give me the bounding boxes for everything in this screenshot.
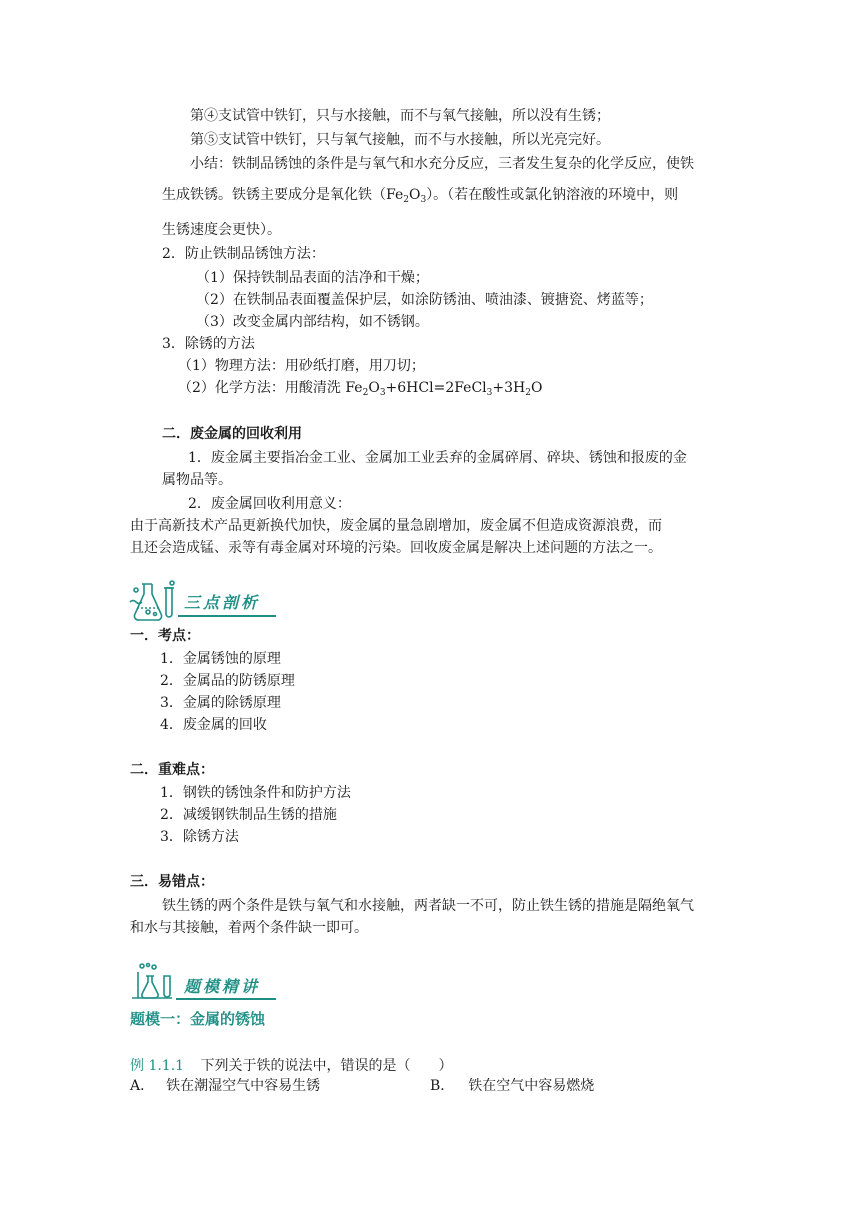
example-text: 下列关于铁的说法中，错误的是（ ）: [200, 1058, 453, 1074]
list-item: （1）物理方法：用砂纸打磨，用刀切；: [178, 358, 425, 374]
section-underline: [178, 615, 276, 617]
errorpoints-heading: 三．易错点：: [130, 874, 214, 890]
text-line: 和水与其接触，着两个条件缺一即可。: [130, 920, 368, 936]
text-line: 生锈速度会更快）。: [162, 222, 281, 238]
text-line: 且还会造成锰、汞等有毒金属对环境的污染。回收废金属是解决上述问题的方法之一。: [130, 540, 662, 556]
lab-flask-icon: [128, 578, 182, 626]
list-item: 2．减缓钢铁制品生锈的措施: [160, 807, 337, 823]
prevent-heading: 2．防止铁制品锈蚀方法：: [162, 246, 325, 262]
hardpoints-heading: 二．重难点：: [130, 762, 214, 778]
text-line: 1．废金属主要指冶金工业、金属加工业丢弃的金属碎屑、碎块、锈蚀和报废的金: [188, 450, 687, 466]
example-question: [130, 1056, 453, 1076]
remove-heading: 3．除锈的方法: [162, 336, 255, 352]
list-item: 4．废金属的回收: [160, 717, 267, 733]
recycle-heading: 二．废金属的回收利用: [162, 426, 302, 442]
option-b: B． 铁在空气中容易燃烧: [430, 1078, 595, 1094]
text-line: 由于高新技术产品更新换代加快，废金属的量急剧增加，废金属不但造成资源浪费，而: [130, 518, 662, 534]
example-label: 例 1.1.1: [130, 1058, 185, 1074]
list-item: 2．金属品的防锈原理: [160, 673, 295, 689]
text-line: 铁生锈的两个条件是铁与氧气和水接触，两者缺一不可，防止铁生锈的措施是隔绝氧气: [162, 898, 694, 914]
problem-subheading: 题模一：金属的锈蚀: [130, 1010, 266, 1028]
list-item: 3．金属的除锈原理: [160, 695, 281, 711]
text-line: 2．废金属回收利用意义：: [188, 496, 351, 512]
text-line: 属物品等。: [162, 472, 232, 488]
text-line: 第⑤支试管中铁钉，只与氧气接触，而不与水接触，所以光亮完好。: [190, 132, 610, 148]
keypoints-heading: 一．考点：: [130, 628, 200, 644]
list-item: 1．金属锈蚀的原理: [160, 651, 281, 667]
chemical-equation: （2）化学方法：用酸清洗 $Fe_2O_3+6HCl=2FeCl_3+3H_2O$: [178, 380, 543, 398]
section-underline: [176, 998, 276, 1000]
text-line: 小结：铁制品锈蚀的条件是与氧气和水充分反应，三者发生复杂的化学反应，使铁: [190, 156, 694, 172]
list-item: （2）在铁制品表面覆盖保护层，如涂防锈油、喷油漆、镀搪瓷、烤蓝等；: [196, 292, 653, 308]
option-a: A． 铁在潮湿空气中容易生锈: [130, 1078, 321, 1094]
list-item: 3．除锈方法: [160, 829, 239, 845]
text-line: 第④支试管中铁钉，只与水接触，而不与氧气接触，所以没有生锈；: [190, 108, 610, 124]
text-line: 生成铁锈。铁锈主要成分是氧化铁$(Fe_2O_3)$。（若在酸性或氯化钠溶液的环境中，则: [162, 187, 679, 205]
list-item: （1）保持铁制品表面的洁净和干燥；: [196, 270, 429, 286]
list-item: 1．钢铁的锈蚀条件和防护方法: [160, 785, 351, 801]
list-item: （3）改变金属内部结构，如不锈钢。: [196, 314, 429, 330]
section-title-problems: 题模精讲: [184, 977, 261, 996]
section-title-analysis: 三点剖析: [184, 593, 261, 612]
lab-equipment-icon: [128, 962, 178, 1002]
